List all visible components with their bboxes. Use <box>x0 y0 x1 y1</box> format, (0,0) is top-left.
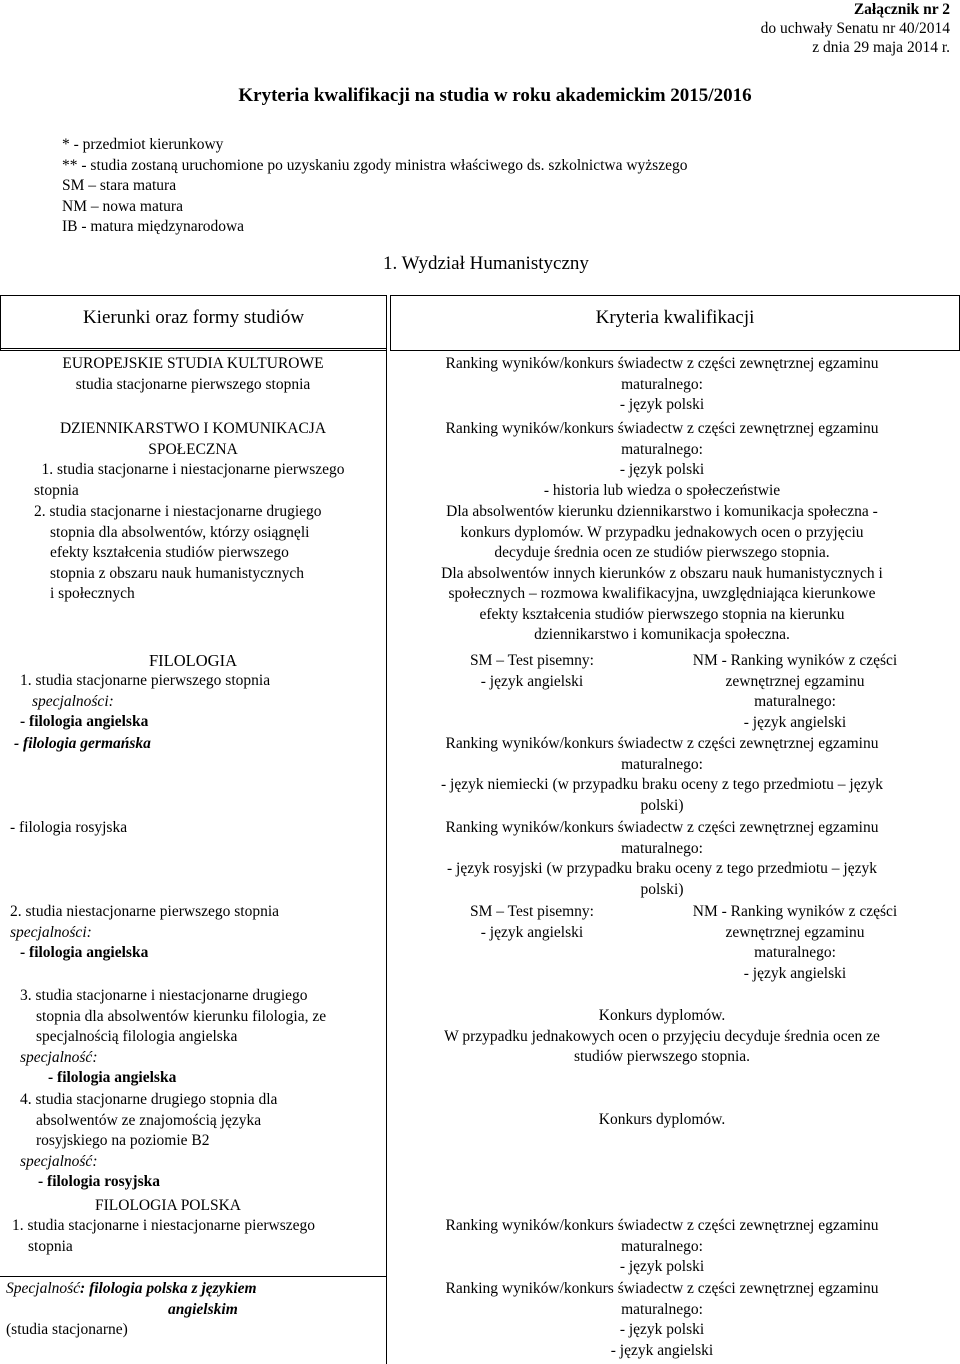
criteria-line: - język angielski <box>743 964 847 982</box>
criteria-journalism-second-degree <box>392 502 932 646</box>
criteria-line: - język polski <box>619 396 705 413</box>
program-journalism-second-degree <box>34 502 322 605</box>
program-name: SPOŁECZNA <box>148 440 238 458</box>
criteria-line: maturalnego: <box>621 755 703 773</box>
program-form: (studia stacjonarne) <box>6 1321 128 1338</box>
program-form: studia stacjonarne pierwszego stopnia <box>75 375 311 393</box>
criteria-line: NM - Ranking wyników z części <box>692 652 898 669</box>
criteria-line: maturalnego: <box>621 440 703 458</box>
criteria-line: maturalnego: <box>754 693 836 710</box>
criteria-line: SM – Test pisemny: <box>470 903 594 920</box>
program-form: specjalnością filologia angielska <box>36 1028 238 1045</box>
program-name: EUROPEJSKIE STUDIA KULTUROWE <box>62 355 324 372</box>
criteria-line: Ranking wyników/konkurs świadectw z części zewnętrznej egzaminu <box>445 355 879 372</box>
header-programs: Kierunki oraz formy studiów <box>0 295 387 351</box>
specialty-label: specjalność: <box>20 1048 98 1066</box>
program-form: rosyjskiego na poziomie B2 <box>36 1132 210 1149</box>
criteria-line: - język polski <box>619 1258 705 1275</box>
criteria-line: Ranking wyników/konkurs świadectw z części zewnętrznej egzaminu <box>445 1280 879 1297</box>
program-philology: FILOLOGIA <box>149 651 237 670</box>
specialty-polish-english <box>6 1279 257 1341</box>
legend-item: NM – nowa matura <box>62 197 183 215</box>
criteria-line: zewnętrznej egzaminu <box>725 923 865 941</box>
program-philology-part-time <box>10 902 279 964</box>
program-form: 1. studia stacjonarne i niestacjonarne pierwszego <box>12 1217 315 1234</box>
specialty-german: - filologia germańska <box>14 735 151 752</box>
criteria-line: - język polski <box>619 461 705 478</box>
criteria-philology-second-degree <box>392 1006 932 1068</box>
program-form: stopnia dla absolwentów, którzy osiągnęli <box>50 523 310 541</box>
criteria-line: maturalnego: <box>754 944 836 961</box>
faculty-heading: 1. Wydział Humanistyczny <box>383 253 589 274</box>
specialties-label: specjalności: <box>32 692 114 710</box>
criteria-line: zewnętrznej egzaminu <box>725 672 865 690</box>
criteria-line: NM - Ranking wyników z części <box>692 903 898 920</box>
criteria-line: konkurs dyplomów. W przypadku jednakowych ocen o przyjęciu <box>460 523 864 541</box>
criteria-line: decyduje średnia ocen ze studiów pierwszego stopnia. <box>494 544 830 561</box>
specialty-label: Specjalność <box>6 1280 81 1297</box>
criteria-sm-test <box>392 651 672 692</box>
program-name: DZIENNIKARSTWO I KOMUNIKACJA <box>59 420 327 437</box>
program-form: 1. studia stacjonarne pierwszego stopnia <box>20 672 271 689</box>
specialty-russian: - filologia rosyjska <box>10 819 128 836</box>
annex-title: Załącznik nr 2 <box>853 1 950 18</box>
criteria-german <box>392 734 932 816</box>
criteria-line: Ranking wyników/konkurs świadectw z części zewnętrznej egzaminu <box>445 735 879 752</box>
specialty-name: - filologia angielska <box>48 1069 177 1086</box>
criteria-line: społecznych – rozmowa kwalifikacyjna, uwzględniająca kierunkowe <box>448 585 876 602</box>
criteria-line: maturalnego: <box>621 839 703 857</box>
criteria-line: polski) <box>640 880 684 898</box>
annex-resolution: do uchwały Senatu nr 40/2014 <box>760 20 950 37</box>
program-form: efekty kształcenia studiów pierwszego <box>50 544 289 561</box>
criteria-line: - język angielski <box>610 1341 714 1359</box>
criteria-journalism <box>392 419 932 501</box>
program-form: 4. studia stacjonarne drugiego stopnia dla <box>20 1091 278 1108</box>
program-form: 2. studia stacjonarne i niestacjonarne drugiego <box>34 503 322 520</box>
program-polish-philology: FILOLOGIA POLSKA <box>95 1197 241 1214</box>
criteria-line: - język polski <box>619 1321 705 1338</box>
specialty-name: : filologia polska z językiem <box>80 1280 257 1297</box>
legend <box>62 135 687 238</box>
criteria-line: - język angielski <box>480 923 584 941</box>
table-divider-vertical <box>386 348 387 1364</box>
criteria-line: - język rosyjski (w przypadku braku oceny z tego przedmiotu – język <box>447 860 877 877</box>
criteria-line: - język angielski <box>480 672 584 690</box>
criteria-polish-philology <box>392 1216 932 1278</box>
criteria-european-studies <box>392 354 932 416</box>
table-divider-horizontal <box>0 1276 386 1277</box>
criteria-line: SM – Test pisemny: <box>470 652 594 669</box>
program-form-continued: stopnia <box>34 482 79 499</box>
criteria-line: Dla absolwentów innych kierunków z obszaru nauk humanistycznych i <box>441 564 883 582</box>
criteria-line: Konkurs dyplomów. <box>598 1007 726 1024</box>
specialty-name: - filologia angielska <box>20 944 149 961</box>
criteria-line: Ranking wyników/konkurs świadectw z części zewnętrznej egzaminu <box>445 420 879 437</box>
criteria-line: Ranking wyników/konkurs świadectw z części zewnętrznej egzaminu <box>445 1217 879 1234</box>
program-philology-second-degree <box>20 986 326 1089</box>
document-title: Kryteria kwalifikacji na studia w roku akademickim 2015/2016 <box>238 85 752 106</box>
annex-date: z dnia 29 maja 2014 r. <box>812 39 950 56</box>
criteria-line: efekty kształcenia studiów pierwszego stopnia na kierunku <box>479 605 845 623</box>
criteria-line: - język angielski <box>743 713 847 731</box>
criteria-line: Dla absolwentów kierunku dziennikarstwo i komunikacja społeczna - <box>446 503 878 520</box>
program-philology-form <box>20 671 270 733</box>
criteria-line: maturalnego: <box>621 375 703 393</box>
criteria-nm-ranking <box>650 651 940 733</box>
legend-item: * - przedmiot kierunkowy <box>62 136 224 153</box>
legend-item: IB - matura międzynarodowa <box>62 218 245 235</box>
program-form: 3. studia stacjonarne i niestacjonarne drugiego <box>20 987 308 1004</box>
program-journalism <box>0 419 386 481</box>
program-form: 1. studia stacjonarne i niestacjonarne pierwszego <box>41 461 345 478</box>
criteria-sm-test <box>392 902 672 943</box>
criteria-line: W przypadku jednakowych ocen o przyjęciu decyduje średnia ocen ze <box>444 1027 880 1045</box>
criteria-russian-b2: Konkurs dyplomów. <box>598 1111 726 1128</box>
program-form: stopnia dla absolwentów kierunku filologia, ze <box>36 1007 327 1025</box>
criteria-line: - historia lub wiedza o społeczeństwie <box>543 481 781 499</box>
criteria-polish-english <box>392 1279 932 1361</box>
criteria-line: Ranking wyników/konkurs świadectw z części zewnętrznej egzaminu <box>445 819 879 836</box>
criteria-russian <box>392 818 932 900</box>
specialty-name: - filologia rosyjska <box>38 1173 160 1190</box>
program-form: absolwentów ze znajomością języka <box>36 1111 262 1129</box>
program-form: 2. studia niestacjonarne pierwszego stopnia <box>10 903 280 920</box>
table-divider-horizontal <box>0 348 386 349</box>
specialties-label: specjalności: <box>10 923 92 941</box>
criteria-line: polski) <box>640 796 684 814</box>
criteria-line: - język niemiecki (w przypadku braku oceny z tego przedmiotu – język <box>440 776 883 793</box>
criteria-nm-ranking <box>650 902 940 984</box>
specialty-name: - filologia angielska <box>20 713 149 730</box>
criteria-line: studiów pierwszego stopnia. <box>573 1048 751 1065</box>
program-form: i społecznych <box>50 585 135 602</box>
legend-item: SM – stara matura <box>62 177 177 194</box>
criteria-line: dziennikarstwo i komunikacja społeczna. <box>534 626 790 643</box>
criteria-line: maturalnego: <box>621 1237 703 1255</box>
specialty-label: specjalność: <box>20 1152 98 1170</box>
criteria-line: maturalnego: <box>621 1300 703 1318</box>
legend-item: ** - studia zostaną uruchomione po uzyskaniu zgody ministra właściwego ds. szkolnictwa wyższego <box>62 156 688 174</box>
annex-header <box>761 0 950 57</box>
program-european-studies <box>0 354 386 395</box>
header-criteria: Kryteria kwalifikacji <box>390 295 960 351</box>
program-form: stopnia z obszaru nauk humanistycznych <box>50 564 304 582</box>
program-polish-philology-form <box>12 1216 315 1257</box>
program-russian-b2 <box>20 1090 277 1193</box>
program-form: stopnia <box>28 1237 73 1255</box>
specialty-name: angielskim <box>168 1300 238 1318</box>
